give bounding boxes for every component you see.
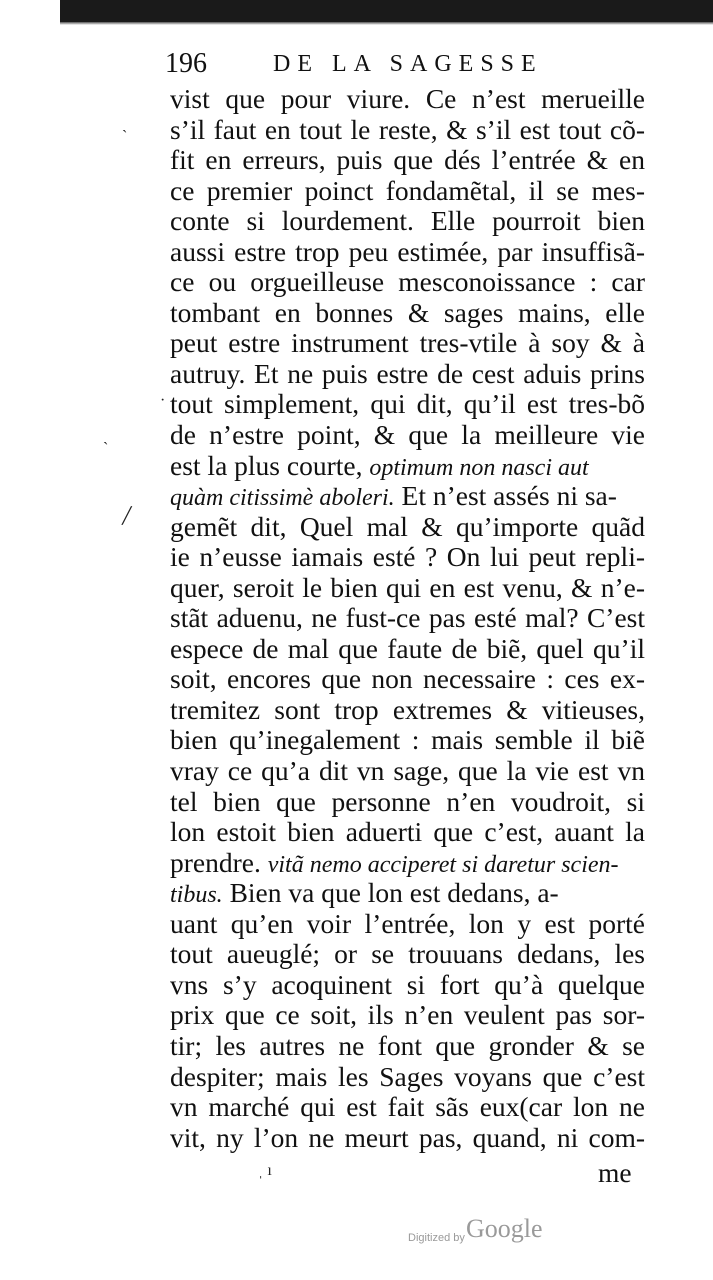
latin-quotation: vitã nemo acciperet si daretur scien- (267, 851, 619, 878)
text-line: tir; les autres ne font que gronder & se (170, 1030, 645, 1061)
text-segment: prendre. (170, 846, 261, 878)
text-line-mixed (170, 451, 645, 482)
text-line: quer, seroit le bien qui en est venu, & n’e- (170, 572, 645, 603)
text-line: tremitez sont trop extremes & vitieuses, (170, 694, 645, 725)
ink-speck: ˌ ı (258, 1162, 272, 1179)
text-segment: Et n’est assés ni sa- (401, 480, 617, 512)
text-line: s’il faut en tout le reste, & s’il est tout cõ- (170, 114, 645, 145)
page-number: 196 (165, 48, 207, 79)
text-line: ce ou orgueilleuse mesconoissance : car (170, 267, 645, 298)
ink-speck: ˋ (103, 440, 109, 457)
text-line: gemẽt dit, Quel mal & qu’importe quãd (170, 511, 645, 542)
latin-quotation: optimum non nasci aut (369, 454, 589, 481)
ink-speck: · (160, 392, 166, 409)
text-line: tout simplement, qui dit, qu’il est tres-bõ (170, 389, 645, 420)
text-line: ce premier poinct fondamẽtal, il se mes- (170, 175, 645, 206)
latin-quotation: quàm citissimè aboleri. (170, 485, 395, 512)
scan-border (60, 0, 713, 22)
text-line: vist que pour viure. Ce n’est merueille (170, 84, 645, 114)
text-line: vray ce qu’a dit vn sage, que la vie est vn (170, 756, 645, 787)
text-line: aussi estre trop peu estimée, par insuffisã- (170, 236, 645, 267)
text-line-mixed (170, 481, 645, 512)
text-line: lon estoit bien aduerti que c’est, auant la (170, 817, 645, 848)
text-line: bien qu’inegalement : mais semble il biẽ (170, 725, 645, 756)
text-line: vn marché qui est fait sãs eux(car lon ne (170, 1092, 645, 1123)
digitization-watermark (408, 1214, 568, 1254)
text-line: vit, ny l’on ne meurt pas, quand, ni com- (170, 1122, 645, 1153)
text-line: stãt aduenu, ne fust-ce pas esté mal? C’est (170, 603, 645, 634)
text-line: tel bien que personne n’en voudroit, si (170, 786, 645, 817)
text-line: soit, encores que non necessaire : ces ex- (170, 664, 645, 695)
text-line: ie n’eusse iamais esté ? On lui peut repli- (170, 542, 645, 573)
text-line: despiter; mais les Sages voyans que c’est (170, 1061, 645, 1092)
ink-speck: ╱ (122, 508, 132, 525)
text-line: tombant en bonnes & sages mains, elle (170, 297, 645, 328)
text-line: espece de mal que faute de biẽ, quel qu’il (170, 633, 645, 664)
text-line: autruy. Et ne puis estre de cest aduis prins (170, 358, 645, 389)
text-line-mixed (170, 878, 645, 909)
text-line: peut estre instrument tres-vtile à soy & à (170, 328, 645, 359)
text-line: fit en erreurs, puis que dés l’entrée & en (170, 145, 645, 176)
text-line-mixed (170, 848, 645, 879)
text-line: conte si lourdement. Elle pourroit bien (170, 206, 645, 237)
page-header (165, 46, 645, 82)
text-segment: est la plus courte, (170, 449, 363, 481)
ink-speck: ˎ (122, 116, 128, 133)
text-line: prix que ce soit, ils n’en veulent pas sor- (170, 1000, 645, 1031)
text-line: vns s’y acoquinent si fort qu’à quelque (170, 969, 645, 1000)
latin-quotation: tibus. (170, 882, 223, 909)
scan-border-edge (60, 22, 713, 25)
watermark-prefix: Digitized by (408, 1232, 465, 1244)
text-segment: Bien va que lon est dedans, a- (229, 877, 559, 909)
body-text (170, 84, 645, 1153)
text-line: tout aueuglé; or se trouuans dedans, les (170, 939, 645, 970)
watermark-logo: Google (466, 1214, 543, 1243)
text-line: uant qu’en voir l’entrée, lon y est porté (170, 908, 645, 939)
running-title: DE LA SAGESSE (273, 51, 543, 77)
catchword: me (598, 1157, 632, 1188)
text-line: de n’estre point, & que la meilleure vie (170, 420, 645, 451)
